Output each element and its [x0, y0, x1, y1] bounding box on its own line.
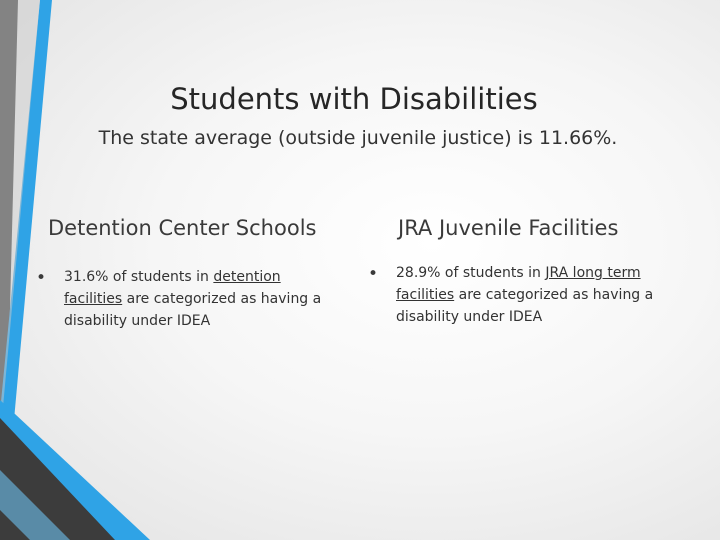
right-bullet-underlined: JRA long term: [545, 265, 641, 281]
left-bullet-text-end: are categorized as having a disability under IDEA: [64, 291, 322, 329]
slide-subtitle: The state average (outside juvenile justice) is 11.66%.: [98, 127, 618, 149]
slide-title: Students with Disabilities: [170, 82, 538, 116]
right-bullet: [368, 262, 671, 328]
left-bullet-underlined: detention: [213, 269, 281, 285]
right-bullet-underlined-2: facilities: [396, 287, 455, 303]
left-bullet-underlined-2: facilities: [64, 291, 123, 307]
left-gray-stripe: [0, 0, 40, 440]
right-column-heading: JRA Juvenile Facilities: [398, 216, 619, 240]
right-bullet-text: 28.9% of students in: [396, 265, 546, 281]
left-bullet: [36, 266, 339, 332]
left-column-heading: Detention Center Schools: [48, 216, 317, 240]
right-bullet-text-end: are categorized as having a disability under IDEA: [396, 287, 654, 325]
bullet-dot-icon: •: [36, 268, 47, 288]
left-bullet-text: 31.6% of students in: [64, 269, 214, 285]
bullet-dot-icon: •: [368, 264, 379, 284]
